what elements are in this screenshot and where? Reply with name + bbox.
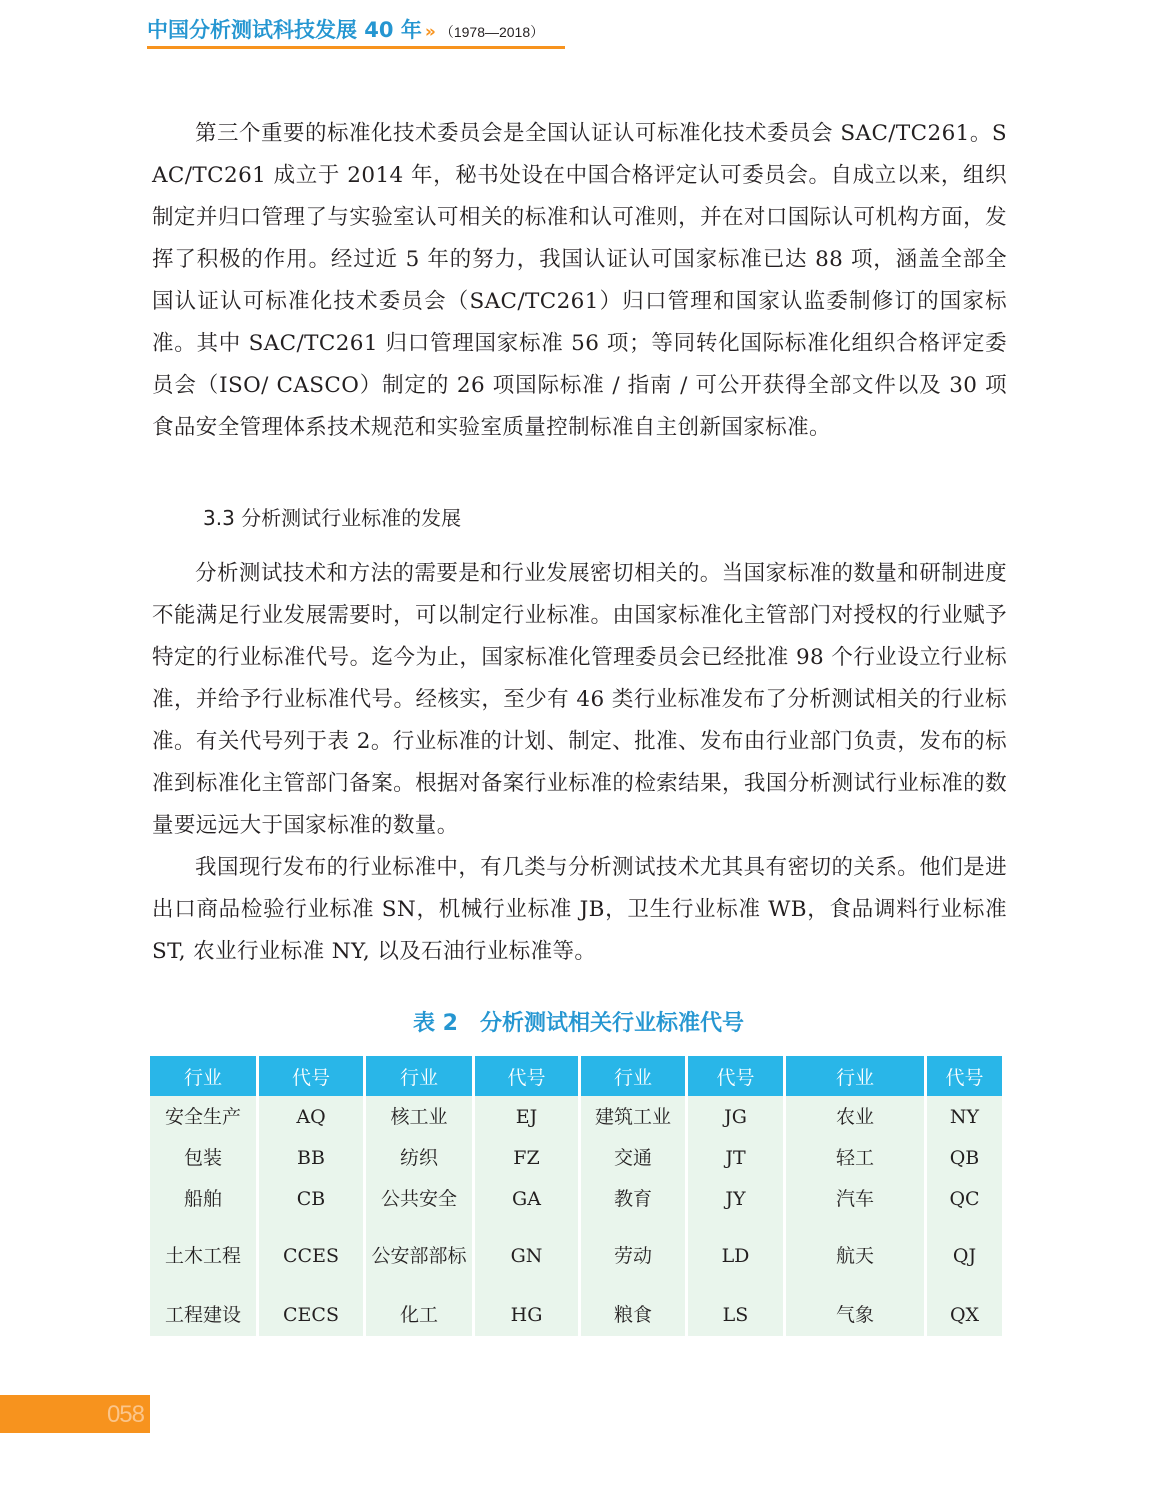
table-caption-text: 表 2 分析测试相关行业标准代号 — [413, 1011, 744, 1036]
table-cell: JT — [688, 1137, 783, 1178]
table-cell: 航天 — [786, 1219, 924, 1293]
table-cell: QJ — [927, 1219, 1002, 1293]
table-cell: 气象 — [786, 1293, 924, 1336]
table-cell: 核工业 — [366, 1096, 472, 1137]
table-cell: GA — [475, 1178, 578, 1219]
running-header — [147, 14, 544, 44]
table-cell: CCES — [259, 1219, 363, 1293]
column-header: 行业 — [150, 1056, 256, 1096]
table-cell: 劳动 — [581, 1219, 685, 1293]
table-cell: GN — [475, 1219, 578, 1293]
table-cell: 汽车 — [786, 1178, 924, 1219]
table-cell: 交通 — [581, 1137, 685, 1178]
table-cell: NY — [927, 1096, 1002, 1137]
table-row — [150, 1137, 1002, 1178]
paragraph: 分析测试技术和方法的需要是和行业发展密切相关的。当国家标准的数量和研制进度不能满足行业发展需要时，可以制定行业标准。由国家标准化主管部门对授权的行业赋予特定的行业标准代号。迄今为止，国家标准化管理委员会已经批准 98 个行业设立行业标准，并给予行业标准代号。经核实，至少有 46 类行业标准发布了分析测试相关的行业标准。有关代号列于表 2。行业标准的计划、制定、批准、发布由行业部门负责，发布的标准到标准化主管部门备案。根据对备案行业标准的检索结果，我国分析测试行业标准的数量要远远大于国家标准的数量。 — [152, 561, 1007, 838]
table-cell: HG — [475, 1293, 578, 1336]
table-cell: QC — [927, 1178, 1002, 1219]
table-cell: CECS — [259, 1293, 363, 1336]
table-header-row — [150, 1056, 1002, 1096]
column-header: 代号 — [475, 1056, 578, 1096]
table-cell: 土木工程 — [150, 1219, 256, 1293]
table-cell: 包装 — [150, 1137, 256, 1178]
column-header: 代号 — [927, 1056, 1002, 1096]
table-cell: 农业 — [786, 1096, 924, 1137]
paragraph: 我国现行发布的行业标准中，有几类与分析测试技术尤其具有密切的关系。他们是进出口商品检验行业标准 SN，机械行业标准 JB，卫生行业标准 WB，食品调料行业标准 ST, 农业行业标准 NY, 以及石油行业标准等。 — [152, 855, 1007, 964]
table-cell: 轻工 — [786, 1137, 924, 1178]
table-cell: 粮食 — [581, 1293, 685, 1336]
table-cell: LS — [688, 1293, 783, 1336]
table-cell: JG — [688, 1096, 783, 1137]
industry-code-table — [147, 1056, 1005, 1336]
column-header: 行业 — [581, 1056, 685, 1096]
table-cell: CB — [259, 1178, 363, 1219]
table-cell: LD — [688, 1219, 783, 1293]
table-cell: FZ — [475, 1137, 578, 1178]
table-cell: 纺织 — [366, 1137, 472, 1178]
column-header: 行业 — [366, 1056, 472, 1096]
table-cell: 工程建设 — [150, 1293, 256, 1336]
table-cell: 船舶 — [150, 1178, 256, 1219]
table-cell: QX — [927, 1293, 1002, 1336]
page-number: 058 — [0, 1395, 150, 1433]
table-row — [150, 1178, 1002, 1219]
table-cell: AQ — [259, 1096, 363, 1137]
paragraph: 第三个重要的标准化技术委员会是全国认证认可标准化技术委员会 SAC/TC261。SAC/TC261 成立于 2014 年，秘书处设在中国合格评定认可委员会。自成立以来，组织制定并归口管理了与实验室认可相关的标准和认可准则，并在对口国际认可机构方面，发挥了积极的作用。经过近 5 年的努力，我国认证认可国家标准已达 88 项，涵盖全部全国认证认可标准化技术委员会（SAC/TC261）归口管理和国家认监委制修订的国家标准。其中 SAC/TC261 归口管理国家标准 56 项；等同转化国际标准化组织合格评定委员会（ISO/ CASCO）制定的 26 项国际标准 / 指南 / 可公开获得全部文件以及 30 项食品安全管理体系技术规范和实验室质量控制标准自主创新国家标准。 — [152, 121, 1007, 440]
book-title: 中国分析测试科技发展 40 年 — [147, 18, 422, 42]
double-chevron-icon: » — [424, 22, 436, 42]
table-row — [150, 1219, 1002, 1293]
table-row — [150, 1293, 1002, 1336]
column-header: 代号 — [259, 1056, 363, 1096]
table-cell: 公安部部标 — [366, 1219, 472, 1293]
column-header: 代号 — [688, 1056, 783, 1096]
table-cell: 教育 — [581, 1178, 685, 1219]
table-cell: EJ — [475, 1096, 578, 1137]
column-header: 行业 — [786, 1056, 924, 1096]
table-cell: QB — [927, 1137, 1002, 1178]
table-cell: 公共安全 — [366, 1178, 472, 1219]
table-cell: JY — [688, 1178, 783, 1219]
table-cell: 建筑工业 — [581, 1096, 685, 1137]
book-years: （1978—2018） — [439, 24, 545, 40]
section-heading: 3.3 分析测试行业标准的发展 — [203, 506, 462, 530]
body-text-section — [152, 553, 1007, 973]
header-rule — [147, 46, 565, 49]
body-text-top — [152, 113, 1007, 449]
table-row — [150, 1096, 1002, 1137]
table-caption — [0, 1006, 1157, 1037]
table-cell: BB — [259, 1137, 363, 1178]
table-cell: 化工 — [366, 1293, 472, 1336]
table-cell: 安全生产 — [150, 1096, 256, 1137]
